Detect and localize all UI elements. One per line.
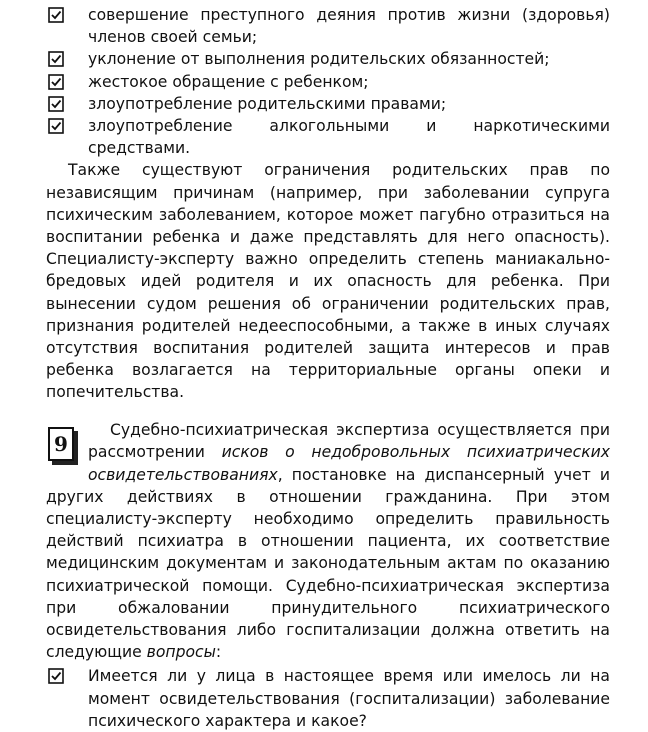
section-number: 9 (48, 427, 74, 461)
list-item-text: совершение преступного деяния против жизни (здоровья) членов своей семьи; (88, 6, 610, 47)
list-item (46, 93, 610, 115)
checkbox-check-icon (48, 7, 64, 23)
checkbox-check-icon (48, 51, 64, 67)
checkbox-check-icon (48, 96, 64, 112)
section-text-1: Судебно-психиатрическая экспертиза осуществляется при рассмотрении (88, 421, 610, 462)
top-list (46, 4, 610, 159)
section-italic-2: вопросы (146, 643, 216, 662)
list-item-text: злоупотребление алкогольными и наркотическими средствами. (88, 117, 610, 158)
section-text-2: , постановке на диспансерный учет и других действиях в отношении гражданина. При этом специалисту-эксперту необходимо определить правильность действий психиатра в отношении пациента, их соответствие медицинским документам и законодательным актам по оказанию психиатрической помощи. Судебно-психиатрическая экспертиза при обжаловании принудительного психиатрического освидетельствования либо госпитализации должна ответить на следующие (46, 465, 610, 662)
bottom-list (46, 665, 610, 732)
list-item-text: злоупотребление родительскими правами; (88, 94, 447, 113)
checkbox-check-icon (48, 118, 64, 134)
section-9 (46, 419, 610, 663)
section-number-badge (48, 427, 78, 465)
paragraph: Также существуют ограничения родительских прав по независящим причинам (например, при заболевании супруга психическим заболеванием, которое может пагубно отразиться на воспитании ребенка и даже представлять для него опасность). Специалисту-эксперту важно определить степень маниакально-бредовых идей родителя и их опасность для ребенка. При вынесении судом решения об ограничении родительских прав, признания родителей недееспособными, а также в иных случаях отсутствия воспитания родителей защита интересов и прав ребенка возлагается на территориальные органы опеки и попечительства. (46, 161, 610, 402)
section-text-3: : (215, 643, 222, 662)
list-item (46, 665, 610, 732)
checkbox-check-icon (48, 74, 64, 90)
checkbox-check-icon (48, 668, 64, 684)
list-item (46, 115, 610, 159)
list-item-text: уклонение от выполнения родительских обязанностей; (88, 50, 550, 69)
list-item-text: Имеется ли у лица в настоящее время или имелось ли на момент освидетельствования (госпитализации) заболевание психического характера и какое? (88, 667, 610, 730)
list-item (46, 71, 610, 93)
list-item (46, 4, 610, 48)
section-italic-1: исков о недобровольных психиатрических освидетельствованиях (88, 443, 610, 484)
list-item-text: жестокое обращение с ребенком; (88, 72, 369, 91)
list-item (46, 48, 610, 70)
